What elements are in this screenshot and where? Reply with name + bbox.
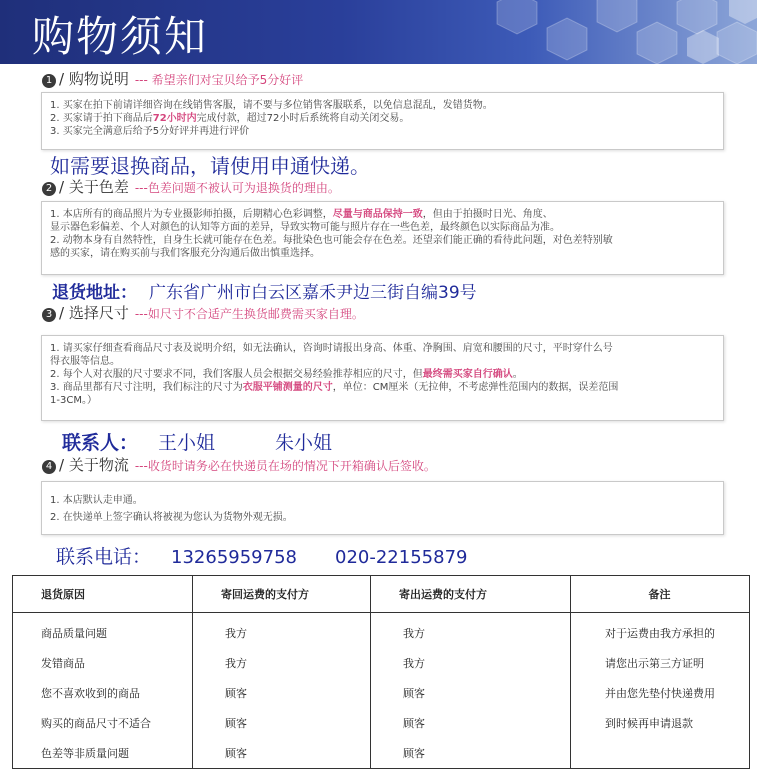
column-header: 备注	[571, 576, 750, 613]
table-cell: 顾客	[371, 738, 571, 769]
info-line: 显示器色彩偏差、个人对颜色的认知等方面的差异，导致实物可能与照片存在一些色差，最终颜色以实际商品为准。	[50, 222, 560, 233]
info-line: 2. 在快递单上签字确认将被视为您认为货物外观无损。	[50, 512, 293, 523]
info-line: 3. 买家完全满意后给予5分好评并再进行评价	[50, 126, 250, 137]
table-cell: 对于运费由我方承担的	[571, 613, 750, 649]
phone-line	[56, 542, 467, 569]
phone-number: 13265959758	[171, 547, 297, 568]
section-number: 2	[42, 182, 56, 196]
section-logistics-heading	[42, 454, 436, 475]
table-header-row	[13, 576, 750, 613]
info-line: 1. 买家在拍下前请详细咨询在线销售客服，请不要与多位销售客服联系，以免信息混乱，发错货物。	[50, 100, 493, 111]
info-line: 2. 买家请于拍下商品后72小时内完成付款，超过72小时后系统将自动关闭交易。	[50, 113, 410, 124]
section-number: 1	[42, 74, 56, 88]
info-line: 3. 商品里都有尺寸注明，我们标注的尺寸为衣服平铺测量的尺寸，单位：CM厘米（无拉伸，不考虑弹性范围内的数据，误差范围	[50, 382, 619, 393]
table-cell	[571, 738, 750, 769]
contact-name: 朱小姐	[275, 432, 333, 454]
contact-line	[62, 428, 332, 455]
section-logistics-box	[41, 481, 724, 535]
table-row	[13, 708, 750, 738]
contact-name: 王小姐	[158, 432, 216, 454]
section-note: ---色差问题不被认可为退换货的理由。	[134, 181, 340, 195]
table-cell: 您不喜欢收到的商品	[13, 678, 193, 708]
section-size-heading	[42, 302, 364, 323]
address-label: 退货地址：	[52, 283, 137, 303]
info-line: 2. 动物本身有自然特性，自身生长就可能存在色差。每批染色也可能会存在色差。还望亲们能正确的看待此问题，对色差特别敏	[50, 235, 613, 246]
table-cell: 发错商品	[13, 648, 193, 678]
table-row	[13, 648, 750, 678]
table-cell: 色差等非质量问题	[13, 738, 193, 769]
section-color-box	[41, 201, 724, 275]
table-cell: 顾客	[371, 708, 571, 738]
section-note: ---收货时请务必在快递员在场的情况下开箱确认后签收。	[134, 459, 436, 473]
table-cell: 顾客	[193, 738, 371, 769]
phone-number: 020-22155879	[335, 547, 468, 568]
info-line: 1. 请买家仔细查看商品尺寸表及说明介绍，如无法确认，咨询时请报出身高、体重、净胸围、肩宽和腰围的尺寸，平时穿什么号	[50, 343, 613, 354]
section-color-heading	[42, 176, 340, 197]
section-number: 4	[42, 460, 56, 474]
table-cell: 我方	[371, 613, 571, 649]
table-cell: 我方	[193, 613, 371, 649]
table-cell: 购买的商品尺寸不适合	[13, 708, 193, 738]
section-title: / 选择尺寸	[59, 304, 129, 322]
info-line: 得衣服等信息。	[50, 356, 120, 367]
table-cell: 并由您先垫付快递费用	[571, 678, 750, 708]
info-line: 1-3CM。）	[50, 395, 97, 406]
contact-label: 联系人：	[62, 432, 139, 454]
section-size-box	[41, 335, 724, 421]
table-row	[13, 738, 750, 769]
info-line: 2. 每个人对衣服的尺寸要求不同，我们客服人员会根据交易经验推荐相应的尺寸，但最终需买家自行确认。	[50, 369, 523, 380]
table-cell: 到时候再申请退款	[571, 708, 750, 738]
table-cell: 商品质量问题	[13, 613, 193, 649]
column-header: 寄出运费的支付方	[371, 576, 571, 613]
section-title: / 关于物流	[59, 456, 129, 474]
return-address	[52, 278, 477, 303]
phone-label: 联系电话：	[56, 546, 152, 568]
section-note: --- 希望亲们对宝贝给予5分好评	[134, 73, 304, 87]
info-line: 1. 本店默认走申通。	[50, 495, 143, 506]
table-row	[13, 678, 750, 708]
table-cell: 顾客	[193, 678, 371, 708]
section-title: / 关于色差	[59, 178, 129, 196]
info-line: 1. 本店所有的商品照片为专业摄影师拍摄，后期精心色彩调整，尽量与商品保持一致，但由于拍摄时日光、角度、	[50, 209, 553, 220]
section-shopping-info-box	[41, 92, 724, 150]
hexagon-pattern-icon	[437, 0, 757, 64]
section-shopping-info-heading	[42, 68, 303, 89]
table-cell: 顾客	[371, 678, 571, 708]
address-value: 广东省广州市白云区嘉禾尹边三街自编39号	[149, 283, 477, 303]
column-header: 寄回运费的支付方	[193, 576, 371, 613]
info-line: 感的买家，请在购买前与我们客服充分沟通后做出慎重选择。	[50, 248, 320, 259]
table-row	[13, 613, 750, 649]
header-banner	[0, 0, 757, 64]
section-note: ---如尺寸不合适产生换货邮费需买家自理。	[134, 307, 364, 321]
section-number: 3	[42, 308, 56, 322]
table-cell: 请您出示第三方证明	[571, 648, 750, 678]
section-title: / 购物说明	[59, 70, 129, 88]
table-cell: 顾客	[193, 708, 371, 738]
table-cell: 我方	[371, 648, 571, 678]
page-title: 购物须知	[32, 12, 209, 61]
column-header: 退货原因	[13, 576, 193, 613]
return-policy-table	[12, 575, 750, 769]
exchange-notice: 如需要退换商品，请使用申通快递。	[50, 154, 370, 178]
table-cell: 我方	[193, 648, 371, 678]
